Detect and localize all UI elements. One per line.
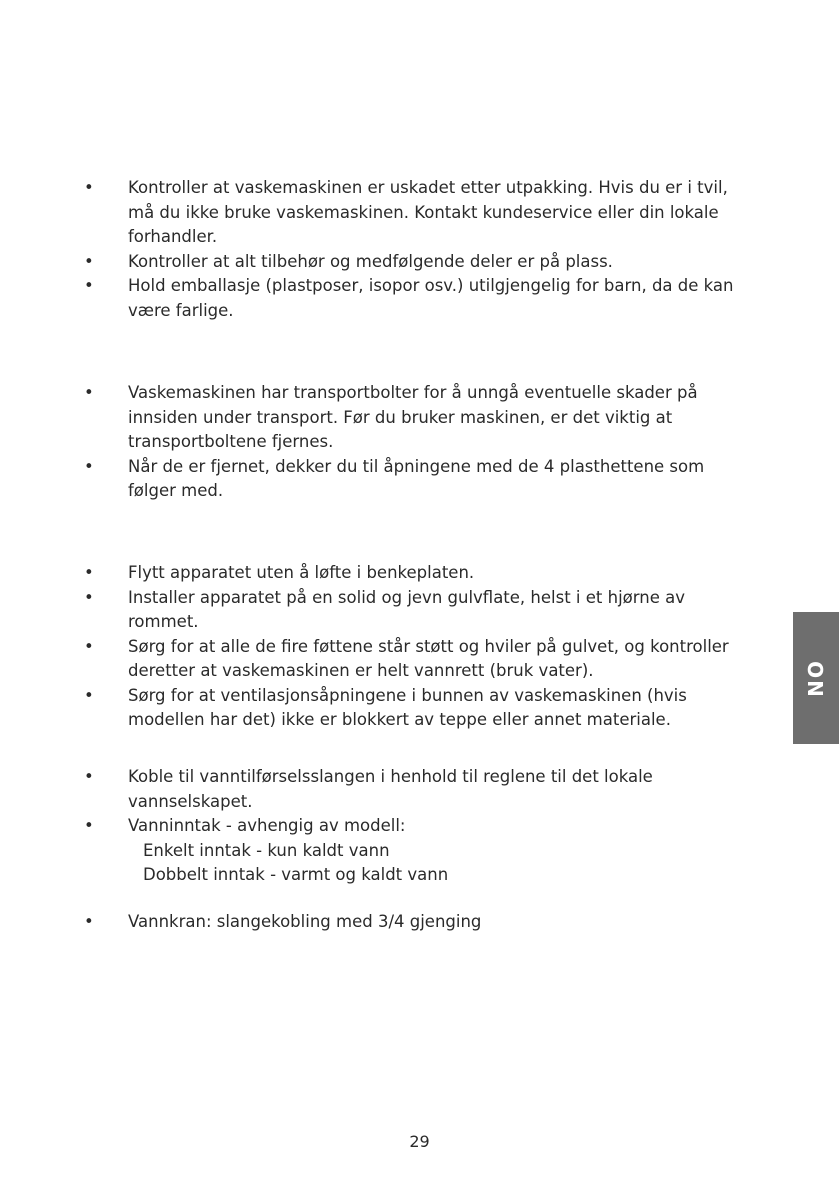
bullet: • (84, 816, 94, 835)
section-transport-bolts (0, 381, 839, 504)
list-item (0, 176, 748, 250)
language-tab (793, 612, 839, 744)
sub-item: Enkelt inntak - kun kaldt vann (143, 840, 390, 860)
bullet: • (84, 456, 94, 476)
bullet: • (84, 251, 94, 271)
item-text: Installer apparatet på en solid og jevn gulvflate, helst i et hjørne av rommet. (128, 587, 685, 631)
item-text: Vanninntak - avhengig av modell: (128, 816, 406, 835)
list-item (0, 250, 748, 275)
bullet: • (84, 276, 94, 295)
item-text: Hold emballasje (plastposer, isopor osv.) utilgjengelig for barn, da de kan være farlige. (128, 276, 734, 320)
bullet: • (84, 563, 94, 582)
item-text: Vaskemaskinen har transportbolter for å unngå eventuelle skader på innsiden under transport. Før du bruker maskinen, er det viktig at transportboltene fjernes. (128, 383, 698, 451)
bullet: • (84, 587, 94, 607)
bullet: • (84, 383, 94, 402)
item-text: Når de er fjernet, dekker du til åpningene med de 4 plasthettene som følger med. (128, 456, 705, 500)
item-text: Kontroller at alt tilbehør og medfølgende deler er på plass. (128, 251, 613, 271)
bullet: • (84, 178, 94, 197)
section-unpacking (0, 176, 839, 323)
section-placement (0, 561, 839, 733)
list-item (0, 814, 748, 839)
item-text: Flytt apparatet uten å løfte i benkeplaten. (128, 563, 475, 582)
list-item (0, 274, 748, 323)
list-item (0, 910, 748, 935)
bullet: • (84, 767, 94, 786)
list-item (0, 635, 748, 684)
language-tab-label: NO (804, 659, 828, 697)
page-number: 29 (409, 1132, 430, 1151)
bullet: • (84, 636, 94, 656)
bullet: • (84, 912, 94, 931)
item-text: Sørg for at ventilasjonsåpningene i bunnen av vaskemaskinen (hvis modellen har det) ikke er blokkert av teppe eller annet materiale. (128, 685, 687, 729)
list-item (0, 381, 748, 455)
item-text: Koble til vanntilførselsslangen i henhold til reglene til det lokale vannselskapet. (128, 767, 653, 811)
bullet: • (84, 685, 94, 705)
list-item (0, 561, 748, 586)
section-tap (0, 910, 839, 935)
list-item (0, 455, 748, 504)
sub-item: Dobbelt inntak - varmt og kaldt vann (143, 865, 449, 884)
list-item (0, 586, 748, 635)
item-text: Sørg for at alle de fire føttene står støtt og hviler på gulvet, og kontroller deretter at vaskemaskinen er helt vannrett (bruk vater). (128, 636, 729, 680)
section-water-connection (0, 765, 839, 888)
item-text: Vannkran: slangekobling med 3/4 gjenging (128, 912, 482, 931)
list-item (0, 765, 748, 814)
list-item (0, 684, 748, 733)
item-text: Kontroller at vaskemaskinen er uskadet etter utpakking. Hvis du er i tvil, må du ikke bruke vaskemaskinen. Kontakt kundeservice eller din lokale forhandler. (128, 178, 728, 246)
